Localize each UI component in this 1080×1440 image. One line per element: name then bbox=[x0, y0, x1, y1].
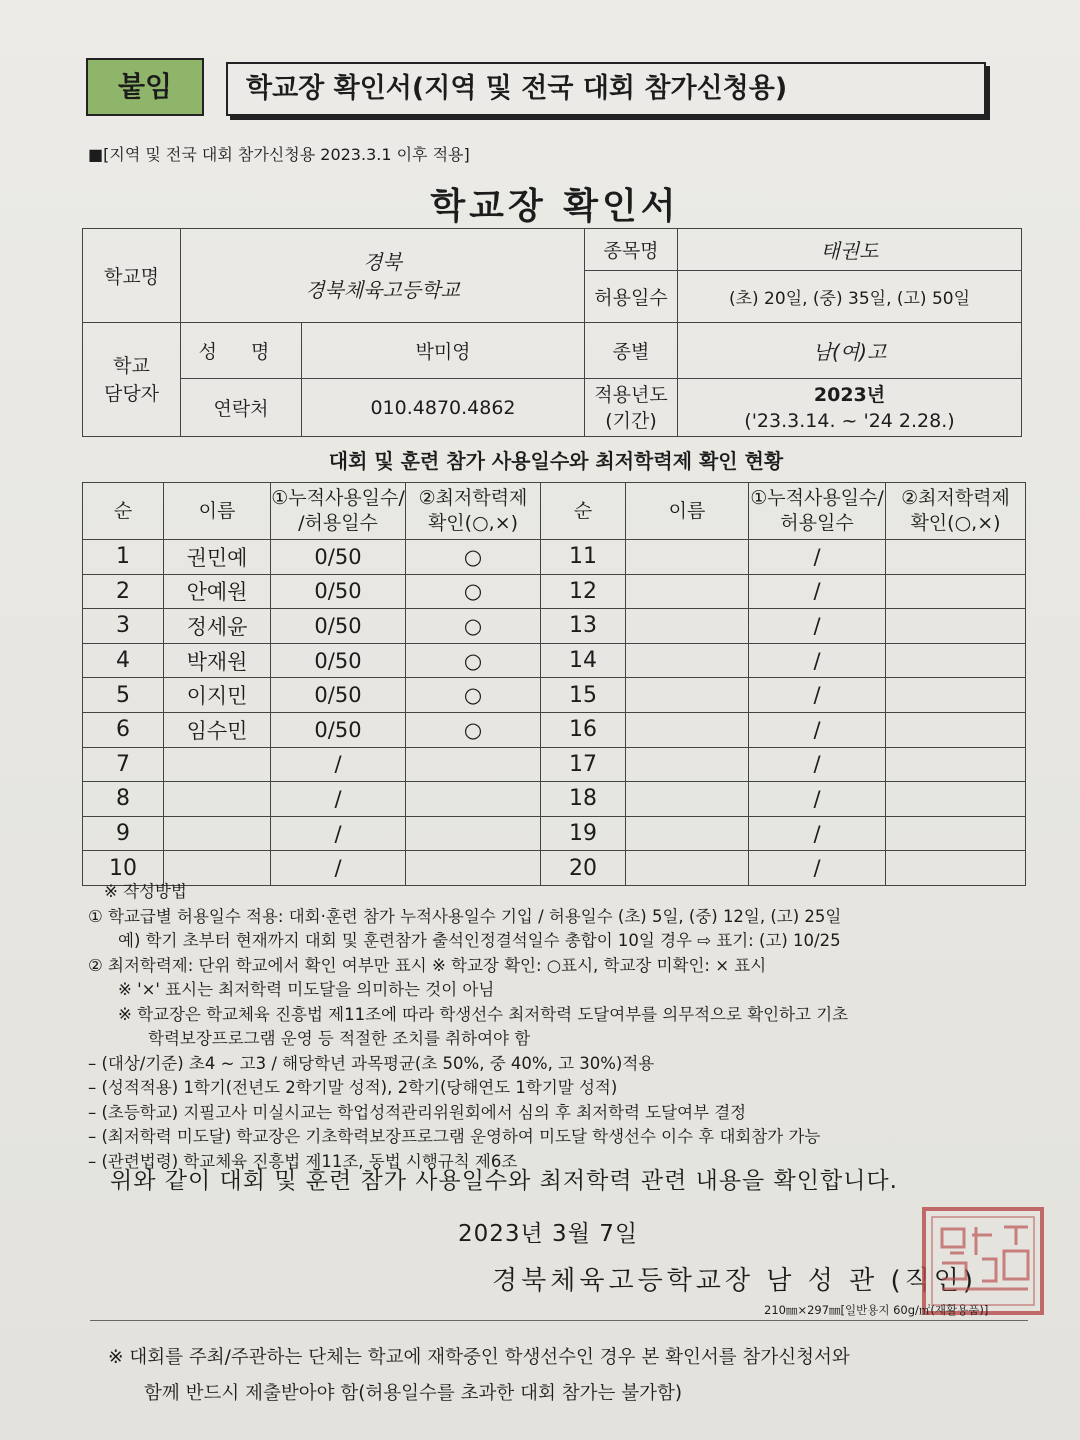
days-used: / bbox=[749, 712, 886, 747]
table-row bbox=[83, 747, 1026, 782]
table-row bbox=[83, 782, 1026, 817]
student-name: 권민예 bbox=[164, 540, 271, 575]
days-used: / bbox=[749, 747, 886, 782]
days-label: 허용일수 bbox=[585, 271, 678, 323]
row-number: 12 bbox=[541, 574, 626, 609]
row-number: 7 bbox=[83, 747, 164, 782]
days-used: 0/50 bbox=[271, 712, 406, 747]
col-days2-line2: 허용일수 bbox=[780, 512, 854, 534]
student-name bbox=[626, 643, 749, 678]
student-name bbox=[626, 782, 749, 817]
min-academic-check bbox=[886, 574, 1026, 609]
table-row bbox=[83, 712, 1026, 747]
student-name bbox=[626, 678, 749, 713]
col-name: 이름 bbox=[164, 483, 271, 540]
row-number: 20 bbox=[541, 851, 626, 886]
footer-line-2: 함께 반드시 제출받아야 함(허용일수를 초과한 대회 참가는 불가함) bbox=[144, 1383, 683, 1404]
min-academic-check bbox=[406, 816, 541, 851]
days-used: / bbox=[271, 782, 406, 817]
signer-name: 경북체육고등학교장 남 성 관 (직인) bbox=[492, 1266, 977, 1296]
days-used: / bbox=[749, 540, 886, 575]
info-table bbox=[82, 228, 1022, 437]
row-number: 19 bbox=[541, 816, 626, 851]
days-used: / bbox=[749, 816, 886, 851]
row-number: 11 bbox=[541, 540, 626, 575]
days-used: / bbox=[749, 678, 886, 713]
col-check-2 bbox=[886, 483, 1026, 540]
student-name: 박재원 bbox=[164, 643, 271, 678]
min-academic-check bbox=[886, 678, 1026, 713]
manager-label-1: 학교 bbox=[113, 354, 150, 377]
col-name-2: 이름 bbox=[626, 483, 749, 540]
col-check-line1: ②최저학력제 bbox=[418, 487, 528, 509]
attachment-badge: 붙임 bbox=[86, 58, 204, 116]
manager-label bbox=[83, 323, 181, 437]
year-label-1: 적용년도 bbox=[594, 383, 668, 406]
name-label: 성 명 bbox=[181, 323, 302, 379]
year-label-2: (기간) bbox=[605, 409, 657, 432]
days-used: / bbox=[749, 609, 886, 644]
sport-label: 종목명 bbox=[585, 229, 678, 271]
row-number: 4 bbox=[83, 643, 164, 678]
col-check2-line2: 확인(○,×) bbox=[910, 512, 1001, 534]
year-label bbox=[585, 379, 678, 437]
table-row bbox=[83, 540, 1026, 575]
student-name bbox=[626, 816, 749, 851]
detail-1: – (대상/기준) 초4 ~ 고3 / 해당학년 과목평균(초 50%, 중 40%, 고 30%)적용 bbox=[88, 1053, 655, 1073]
paper-spec: 210㎜×297㎜[일반용지 60g/㎡(재활용품)] bbox=[764, 1303, 989, 1317]
days-used: / bbox=[271, 851, 406, 886]
days-used: 0/50 bbox=[271, 574, 406, 609]
student-name bbox=[626, 712, 749, 747]
col-check bbox=[406, 483, 541, 540]
official-seal-stamp bbox=[920, 1205, 1046, 1317]
student-name bbox=[626, 540, 749, 575]
student-name bbox=[164, 782, 271, 817]
footer-note bbox=[108, 1340, 850, 1412]
detail-3: – (초등학교) 지필고사 미실시교는 학업성적관리위원회에서 심의 후 최저학력 도달여부 결정 bbox=[88, 1102, 747, 1122]
col-days-line1: ①누적사용일수/ bbox=[271, 487, 405, 509]
table-row bbox=[83, 574, 1026, 609]
row-number: 14 bbox=[541, 643, 626, 678]
row-number: 10 bbox=[83, 851, 164, 886]
note-2b: ※ 학교장은 학교체육 진흥법 제11조에 따라 학생선수 최저학력 도달여부를 의무적으로 확인하고 기초 bbox=[118, 1004, 849, 1024]
row-number: 5 bbox=[83, 678, 164, 713]
col-days bbox=[271, 483, 406, 540]
student-name bbox=[164, 747, 271, 782]
note-2: ② 최저학력제: 단위 학교에서 확인 여부만 표시 ※ 학교장 확인: ○표시, 학교장 미확인: × 표시 bbox=[88, 955, 767, 975]
section-title: 대회 및 훈련 참가 사용일수와 최저학력제 확인 현황 bbox=[328, 449, 784, 473]
roster-table bbox=[82, 482, 1026, 886]
row-number: 9 bbox=[83, 816, 164, 851]
row-number: 13 bbox=[541, 609, 626, 644]
min-academic-check: ○ bbox=[406, 678, 541, 713]
min-academic-check bbox=[406, 782, 541, 817]
header bbox=[86, 58, 991, 116]
detail-2: – (성적적용) 1학기(전년도 2학기말 성적), 2학기(당해연도 1학기말 성적) bbox=[88, 1078, 618, 1097]
days-used: 0/50 bbox=[271, 609, 406, 644]
note-2a: ※ '×' 표시는 최저학력 미도달을 의미하는 것이 아님 bbox=[118, 980, 495, 999]
days-used: / bbox=[749, 574, 886, 609]
days-used: 0/50 bbox=[271, 540, 406, 575]
contact-label: 연락처 bbox=[181, 379, 302, 437]
signature-date: 2023년 3월 7일 bbox=[458, 1221, 639, 1247]
year-period: ('23.3.14. ~ '24 2.28.) bbox=[744, 409, 955, 432]
col-days-line2: /허용일수 bbox=[298, 512, 378, 534]
days-used: 0/50 bbox=[271, 643, 406, 678]
note-2c: 학력보장프로그램 운영 등 적절한 조치를 취하여야 함 bbox=[148, 1029, 531, 1048]
row-number: 15 bbox=[541, 678, 626, 713]
min-academic-check bbox=[886, 747, 1026, 782]
divider bbox=[90, 1320, 1028, 1321]
note-1: ① 학교급별 허용일수 적용: 대회·훈련 참가 누적사용일수 기입 / 허용일수 (초) 5일, (중) 12일, (고) 25일 bbox=[88, 906, 842, 926]
year-value-cell bbox=[678, 379, 1022, 437]
student-name bbox=[626, 747, 749, 782]
min-academic-check: ○ bbox=[406, 540, 541, 575]
table-row bbox=[83, 609, 1026, 644]
school-name: 경북체육고등학교 bbox=[305, 277, 460, 302]
row-number: 3 bbox=[83, 609, 164, 644]
min-academic-check: ○ bbox=[406, 712, 541, 747]
row-number: 1 bbox=[83, 540, 164, 575]
min-academic-check bbox=[886, 816, 1026, 851]
table-row bbox=[83, 643, 1026, 678]
footer-line-1: ※ 대회를 주최/주관하는 단체는 학교에 재학중인 학생선수인 경우 본 확인서를 참가신청서와 bbox=[108, 1347, 850, 1368]
min-academic-check bbox=[886, 540, 1026, 575]
sport-value: 태권도 bbox=[678, 229, 1022, 271]
student-name: 안예원 bbox=[164, 574, 271, 609]
student-name bbox=[626, 609, 749, 644]
student-name bbox=[164, 816, 271, 851]
header-title: 학교장 확인서(지역 및 전국 대회 참가신청용) bbox=[226, 62, 986, 116]
col-order-2: 순 bbox=[541, 483, 626, 540]
days-used: / bbox=[749, 643, 886, 678]
min-academic-check: ○ bbox=[406, 609, 541, 644]
writing-instructions bbox=[88, 880, 1048, 1174]
school-region: 경북 bbox=[363, 249, 402, 274]
detail-5: – (관련법령) 학교체육 진흥법 제11조, 동법 시행규칙 제6조 bbox=[88, 1151, 518, 1171]
row-number: 2 bbox=[83, 574, 164, 609]
min-academic-check: ○ bbox=[406, 643, 541, 678]
days-used: 0/50 bbox=[271, 678, 406, 713]
row-number: 16 bbox=[541, 712, 626, 747]
row-number: 8 bbox=[83, 782, 164, 817]
table-row bbox=[83, 678, 1026, 713]
student-name bbox=[626, 574, 749, 609]
min-academic-check bbox=[886, 643, 1026, 678]
col-days-2 bbox=[749, 483, 886, 540]
student-name: 정세윤 bbox=[164, 609, 271, 644]
document-title: 학교장 확인서 bbox=[430, 186, 680, 227]
min-academic-check bbox=[406, 747, 541, 782]
days-used: / bbox=[749, 851, 886, 886]
name-value: 박미영 bbox=[302, 323, 585, 379]
detail-4: – (최저학력 미도달) 학교장은 기초학력보장프로그램 운영하여 미도달 학생선수 이수 후 대회참가 가능 bbox=[88, 1127, 821, 1146]
min-academic-check: ○ bbox=[406, 574, 541, 609]
min-academic-check bbox=[886, 609, 1026, 644]
confirmation-statement: 위와 같이 대회 및 훈련 참가 사용일수와 최저학력 관련 내용을 확인합니다. bbox=[110, 1168, 898, 1194]
manager-label-2: 담당자 bbox=[103, 382, 160, 405]
min-academic-check bbox=[886, 782, 1026, 817]
table-row bbox=[83, 816, 1026, 851]
days-used: / bbox=[749, 782, 886, 817]
days-used: / bbox=[271, 747, 406, 782]
row-number: 6 bbox=[83, 712, 164, 747]
gender-label: 종별 bbox=[585, 323, 678, 379]
col-check2-line1: ②최저학력제 bbox=[901, 487, 1010, 509]
student-name: 임수민 bbox=[164, 712, 271, 747]
student-name: 이지민 bbox=[164, 678, 271, 713]
min-academic-check bbox=[886, 712, 1026, 747]
contact-value: 010.4870.4862 bbox=[302, 379, 585, 437]
note-1-example: 예) 학기 초부터 현재까지 대회 및 훈련참가 출석인정결석일수 총합이 10일 경우 ⇨ 표기: (고) 10/25 bbox=[118, 931, 841, 950]
col-days2-line1: ①누적사용일수/ bbox=[750, 487, 884, 509]
gender-value: 남(여)고 bbox=[678, 323, 1022, 379]
year-value: 2023년 bbox=[813, 383, 886, 406]
school-value bbox=[181, 229, 585, 323]
roster-body bbox=[83, 540, 1026, 886]
days-value: (초) 20일, (중) 35일, (고) 50일 bbox=[678, 271, 1022, 323]
notes-heading: ※ 작성방법 bbox=[104, 882, 187, 901]
row-number: 18 bbox=[541, 782, 626, 817]
applicability-note: ■[지역 및 전국 대회 참가신청용 2023.3.1 이후 적용] bbox=[88, 145, 470, 164]
col-order: 순 bbox=[83, 483, 164, 540]
col-check-line2: 확인(○,×) bbox=[427, 512, 519, 534]
row-number: 17 bbox=[541, 747, 626, 782]
school-label: 학교명 bbox=[83, 229, 181, 323]
days-used: / bbox=[271, 816, 406, 851]
